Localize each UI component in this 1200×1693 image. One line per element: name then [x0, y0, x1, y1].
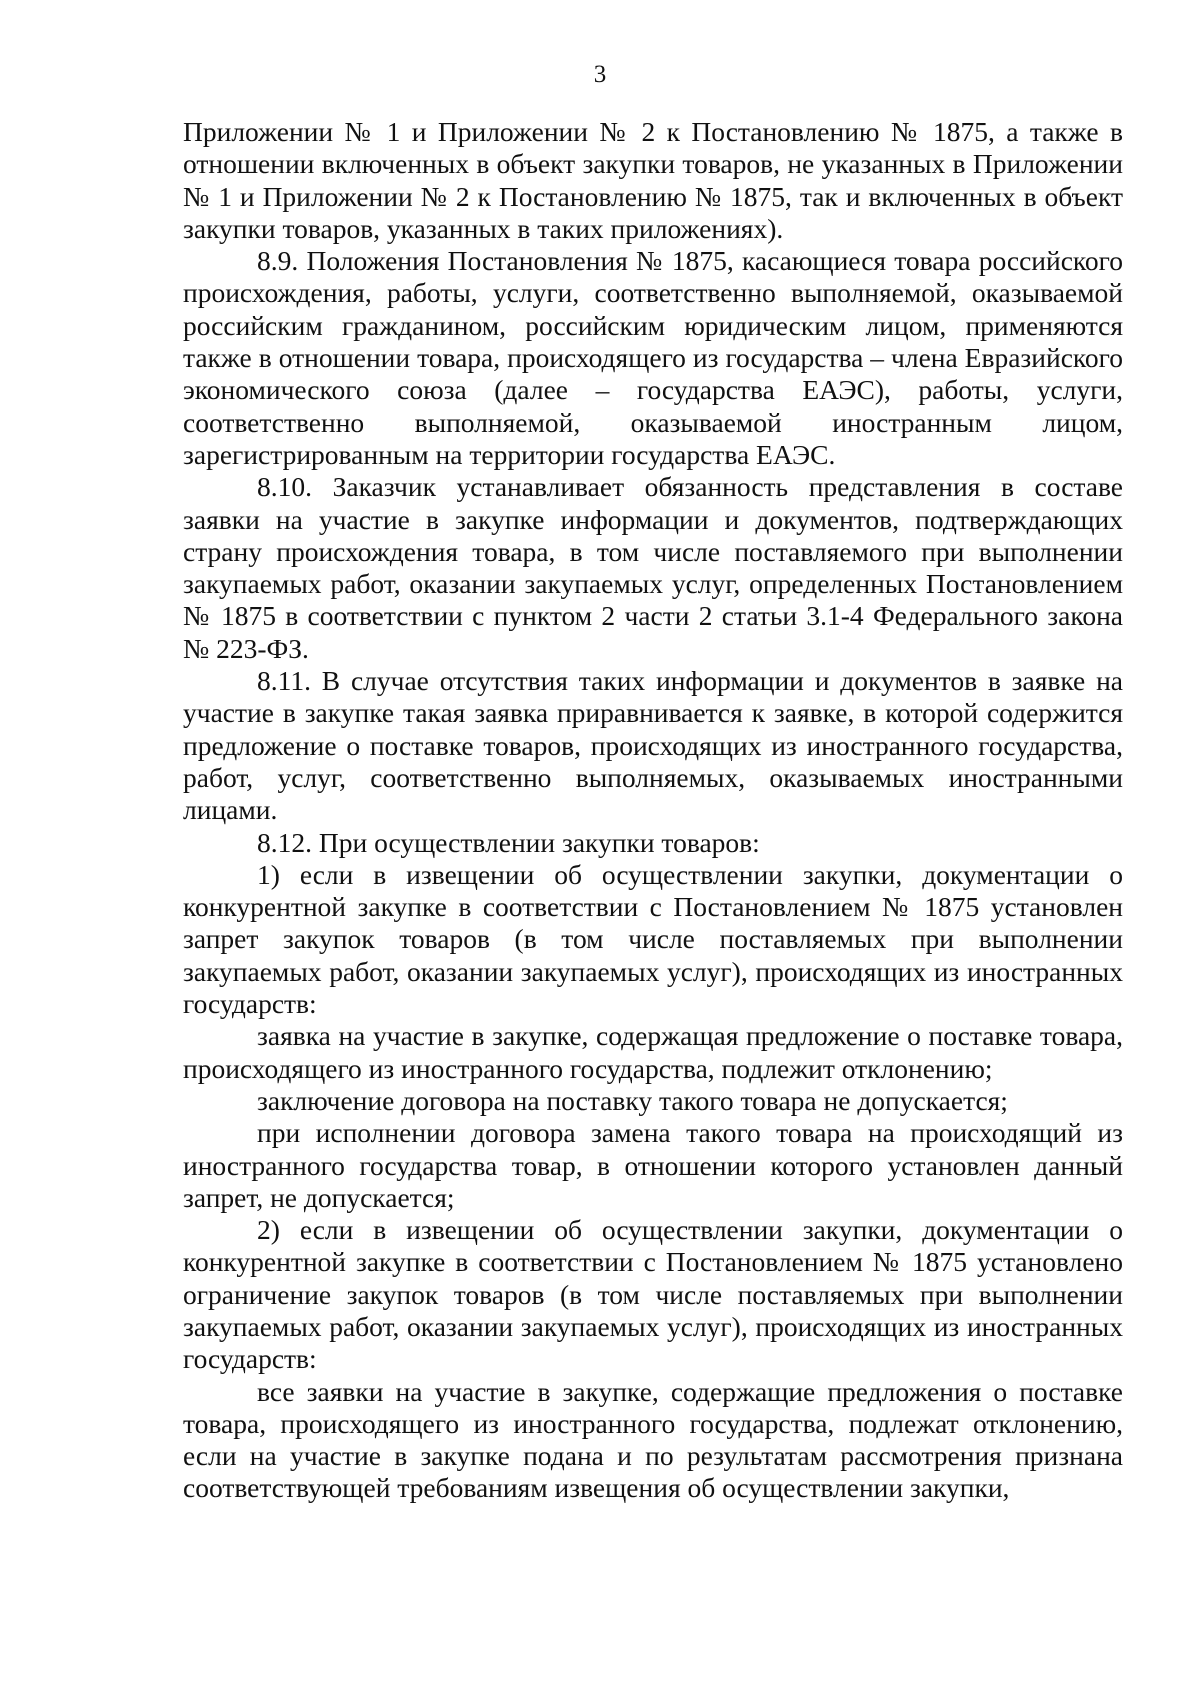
paragraph-item-1-contract: заключение договора на поставку такого товара не допускается; [257, 1084, 1008, 1116]
paragraph-item-2-rejection: все заявки на участие в закупке, содержащие предложения о поставке товара, происходящего из иностранного государства, подлежат отклонению, если на участие в закупке подана и по результатам рассмотрения признана соответствующей требованиям извещения об осуществлении закупки, [183, 1375, 1123, 1504]
paragraph-8-12-item-2: 2) если в извещении об осуществлении закупки, документации о конкурентной закупке в соответствии с Постановлением № 1875 установлено ограничение закупок товаров (в том числе поставляемых при выполнении закупаемых работ, оказании закупаемых услуг), происходящих из иностранных государств: [183, 1214, 1123, 1375]
paragraph-8-9: 8.9. Положения Постановления № 1875, касающиеся товара российского происхождения, работы, услуги, соответственно выполняемой, оказываемой российским гражданином, российским юридическим лицом, применяются также в отношении товара, происходящего из государства – члена Евразийского экономического союза (далее – государства ЕАЭС), работы, услуги, соответственно выполняемой, оказываемой иностранным лицом, зарегистрированным на территории государства ЕАЭС. [183, 245, 1123, 470]
paragraph-continuation: Приложении № 1 и Приложении № 2 к Постановлению № 1875, а также в отношении включенных в объект закупки товаров, не указанных в Приложении № 1 и Приложении № 2 к Постановлению № 1875, так и включенных в объект закупки товаров, указанных в таких приложениях). [183, 116, 1123, 244]
paragraph-8-10: 8.10. Заказчик устанавливает обязанность представления в составе заявки на участие в закупке информации и документов, подтверждающих страну происхождения товара, в том числе поставляемого при выполнении закупаемых работ, оказании закупаемых услуг, определенных Постановлением № 1875 в соответствии с пунктом 2 части 2 статьи 3.1-4 Федерального закона № 223-ФЗ. [183, 471, 1123, 664]
paragraph-item-1-replacement: при исполнении договора замена такого товара на происходящий из иностранного государства товар, в отношении которого установлен данный запрет, не допускается; [183, 1117, 1123, 1213]
page-number: 3 [593, 61, 607, 88]
paragraph-item-1-rejection: заявка на участие в закупке, содержащая предложение о поставке товара, происходящего из иностранного государства, подлежит отклонению; [183, 1020, 1123, 1084]
document-body [183, 116, 1123, 1505]
paragraph-8-12: 8.12. При осуществлении закупки товаров: [257, 826, 760, 858]
paragraph-8-11: 8.11. В случае отсутствия таких информации и документов в заявке на участие в закупке такая заявка приравнивается к заявке, в которой содержится предложение о поставке товаров, происходящих из иностранного государства, работ, услуг, соответственно выполняемых, оказываемых иностранными лицами. [183, 665, 1123, 826]
paragraph-8-12-item-1: 1) если в извещении об осуществлении закупки, документации о конкурентной закупке в соответствии с Постановлением № 1875 установлен запрет закупок товаров (в том числе поставляемых при выполнении закупаемых работ, оказании закупаемых услуг), происходящих из иностранных государств: [183, 858, 1123, 1020]
